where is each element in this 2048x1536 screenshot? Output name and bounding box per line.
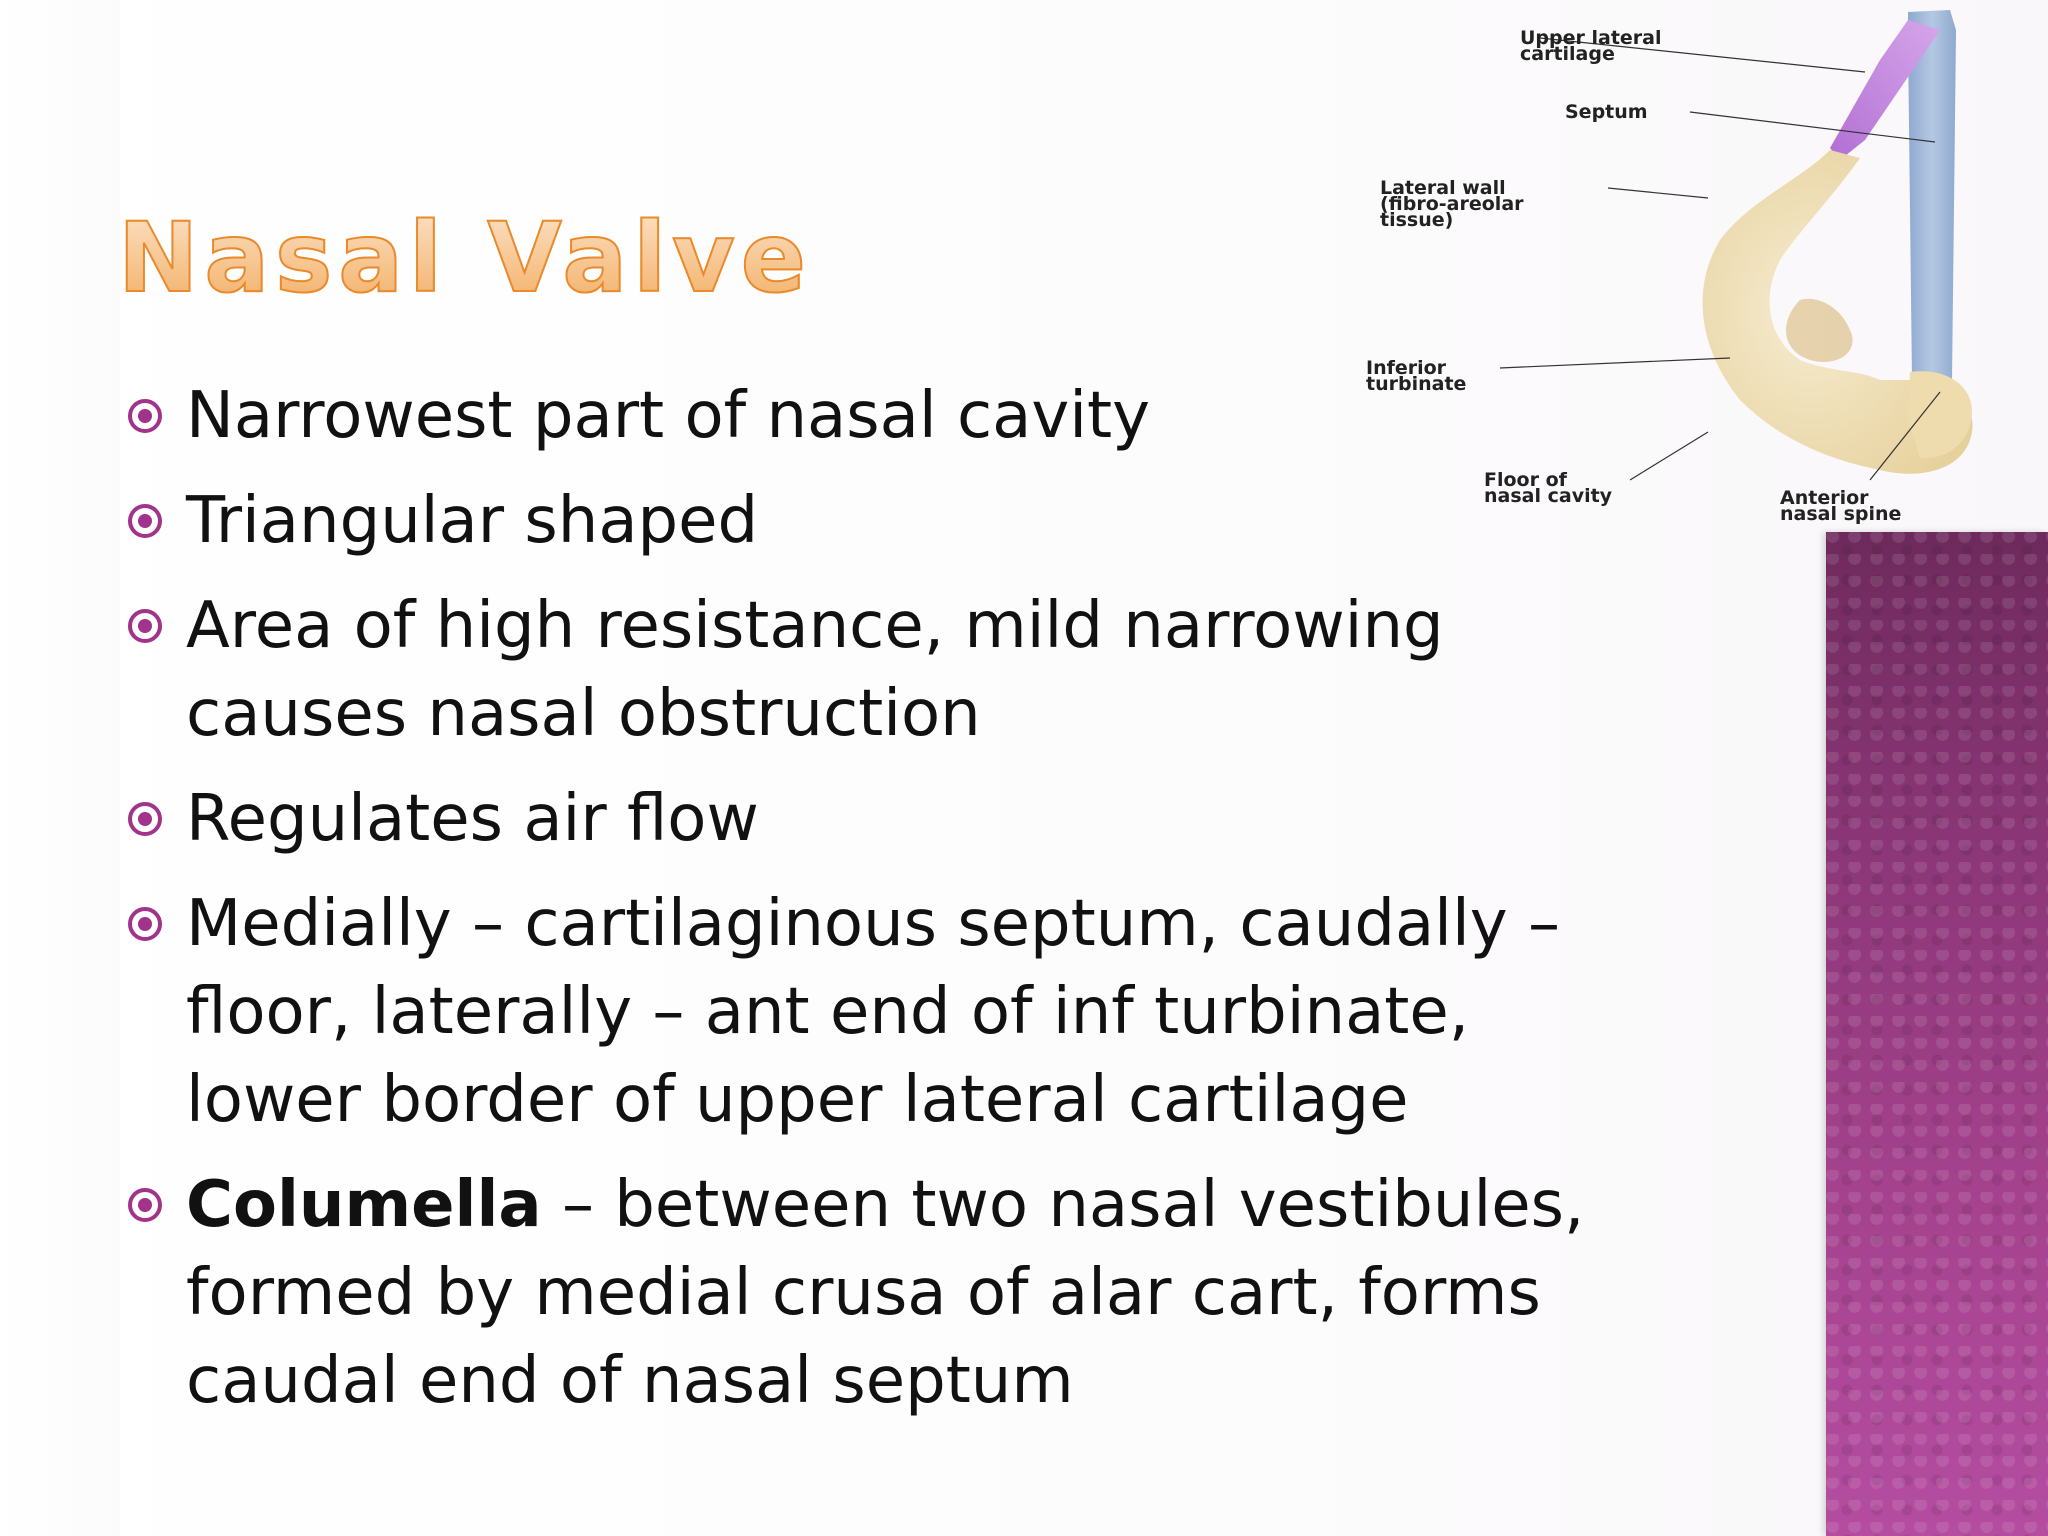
- label-upper-lateral-cartilage: Upper lateral cartilage: [1520, 27, 1662, 65]
- bullet-text: Medially – cartilaginous septum, caudally – floor, laterally – ant end of inf turbinate, lower border of upper lateral cartilage: [186, 887, 1560, 1137]
- turbinate-scroll-shape: [1786, 299, 1853, 362]
- bullet-text: Triangular shaped: [186, 484, 759, 558]
- leader-line: [1608, 188, 1708, 198]
- bullet-circle-icon: [128, 907, 162, 941]
- bullet-item: [128, 582, 1648, 758]
- bullet-circle-icon: [128, 1188, 162, 1222]
- slide-title: Nasal Valve: [118, 202, 812, 314]
- left-shade: [0, 0, 120, 1536]
- leader-line: [1630, 432, 1708, 480]
- purple-decor-bar: [1826, 532, 2048, 1536]
- label-lateral-wall: Lateral wall (fibro-areolar tissue): [1380, 177, 1524, 231]
- bullet-list: [128, 372, 1648, 1442]
- bullet-item: [128, 1161, 1648, 1425]
- bullet-circle-icon: [128, 802, 162, 836]
- bullet-circle-icon: [128, 609, 162, 643]
- leader-line: [1500, 358, 1730, 368]
- nasal-valve-diagram: [1360, 0, 1990, 530]
- bullet-circle-icon: [128, 504, 162, 538]
- label-septum: Septum: [1565, 101, 1648, 123]
- bullet-text: Narrowest part of nasal cavity: [186, 379, 1150, 453]
- diagram-illustration: [1360, 0, 1990, 530]
- bullet-circle-icon: [128, 399, 162, 433]
- leader-line: [1690, 112, 1935, 142]
- bullet-item: [128, 775, 1648, 863]
- bullet-text: Regulates air flow: [186, 782, 759, 856]
- bullet-item: [128, 880, 1648, 1144]
- label-inferior-turbinate: Inferior turbinate: [1366, 357, 1467, 395]
- bullet-bold-term: Columella: [186, 1168, 542, 1242]
- label-anterior-nasal-spine: Anterior nasal spine: [1780, 487, 1902, 525]
- label-floor-of-nasal-cavity: Floor of nasal cavity: [1484, 469, 1613, 507]
- bullet-text: – between two nasal vestibules, formed by medial crusa of alar cart, forms caudal end of nasal septum: [186, 1168, 1585, 1418]
- bullet-text: Area of high resistance, mild narrowing causes nasal obstruction: [186, 589, 1444, 751]
